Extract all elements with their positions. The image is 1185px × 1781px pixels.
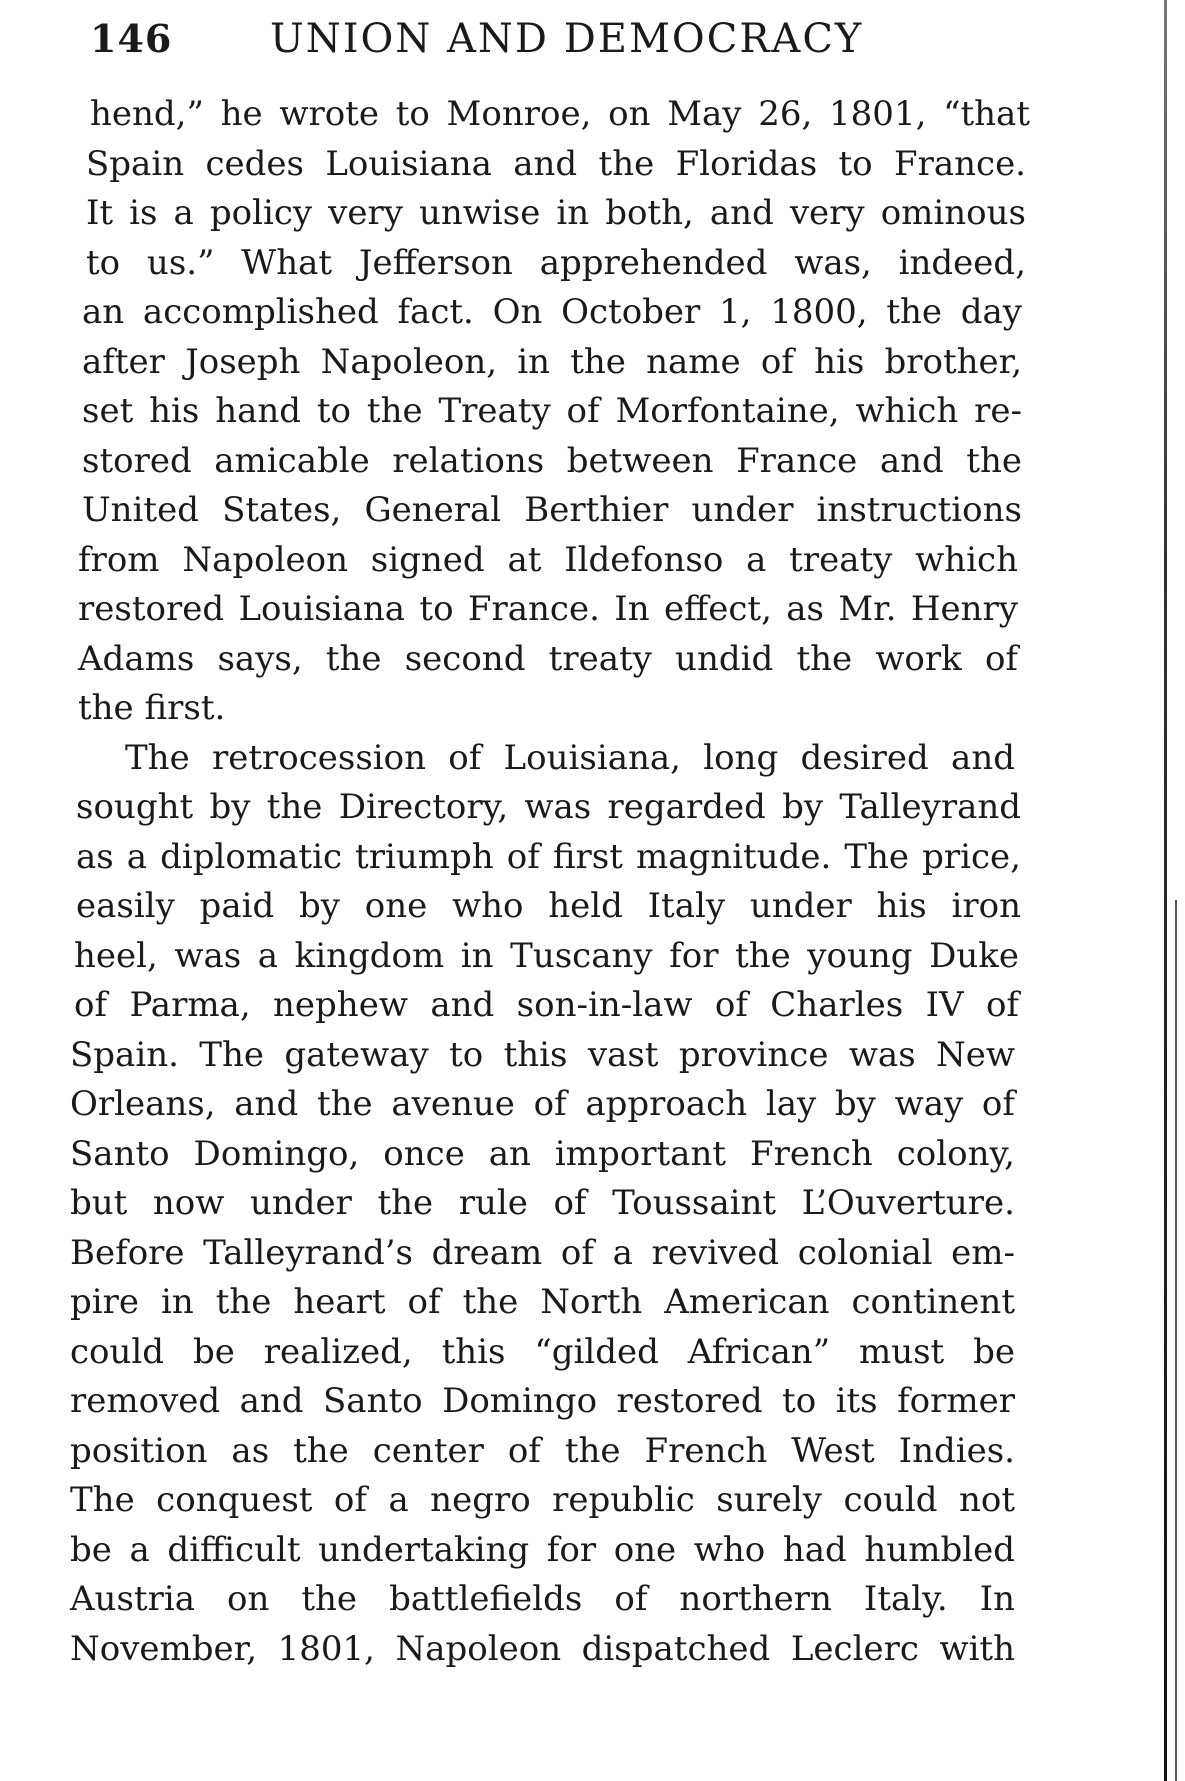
page-header [90, 8, 1050, 68]
text-line: set his hand to the Treaty of Morfontaine, which re- [82, 391, 1022, 431]
page-binding-edge [1164, 0, 1167, 1781]
text-line: Orleans, and the avenue of approach lay by way of [70, 1084, 1015, 1124]
text-line: Before Talleyrand’s dream of a revived colonial em- [70, 1232, 1015, 1273]
running-head: UNION AND DEMOCRACY [270, 16, 864, 62]
text-line: as a diplomatic triumph of first magnitude. The price, [76, 836, 1021, 877]
text-line: Spain cedes Louisiana and the Floridas to France. [86, 143, 1026, 184]
text-line: The conquest of a negro republic surely could not [70, 1480, 1015, 1520]
text-line: of Parma, nephew and son-in-law of Charles IV of [74, 985, 1019, 1025]
text-line: November, 1801, Napoleon dispatched Leclerc with [70, 1628, 1015, 1669]
text-line: It is a policy very unwise in both, and very ominous [86, 193, 1026, 233]
text-line: from Napoleon signed at Ildefonso a treaty which [78, 539, 1018, 580]
text-line: an accomplished fact. On October 1, 1800, the day [82, 292, 1022, 332]
text-line: position as the center of the French West Indies. [70, 1430, 1015, 1471]
text-line: the first. [78, 688, 226, 728]
text-line: easily paid by one who held Italy under his iron [76, 886, 1021, 926]
text-line: after Joseph Napoleon, in the name of his brother, [82, 341, 1022, 382]
paragraph-2 [70, 734, 1030, 1675]
page-number: 146 [90, 16, 173, 61]
body-text [70, 90, 1030, 1674]
text-line: stored amicable relations between France and the [82, 440, 1022, 481]
text-line: Spain. The gateway to this vast province was New [70, 1034, 1015, 1075]
text-line: United States, General Berthier under instructions [82, 490, 1022, 530]
text-line: heel, was a kingdom in Tuscany for the young Duke [74, 935, 1019, 976]
text-line: restored Louisiana to France. In effect, as Mr. Henry [78, 589, 1018, 629]
text-line: hend,” he wrote to Monroe, on May 26, 1801, “that [90, 94, 1030, 134]
text-line: to us.” What Jefferson apprehended was, indeed, [86, 242, 1026, 283]
text-line: The retrocession of Louisiana, long desired and [125, 737, 1015, 778]
text-line: sought by the Directory, was regarded by Talleyrand [76, 787, 1021, 827]
text-line: be a difficult undertaking for one who had humbled [70, 1529, 1015, 1570]
text-line: Santo Domingo, once an important French colony, [70, 1133, 1015, 1174]
text-line: but now under the rule of Toussaint L’Ouverture. [70, 1183, 1015, 1223]
page-binding-shadow [1175, 900, 1177, 1781]
text-line: removed and Santo Domingo restored to its former [70, 1381, 1015, 1421]
text-line: could be realized, this “gilded African” must be [70, 1331, 1015, 1372]
text-line: Adams says, the second treaty undid the work of [78, 638, 1018, 679]
paragraph-1 [70, 90, 1030, 734]
text-line: pire in the heart of the North American continent [70, 1282, 1015, 1322]
text-line: Austria on the battlefields of northern Italy. In [70, 1579, 1015, 1619]
